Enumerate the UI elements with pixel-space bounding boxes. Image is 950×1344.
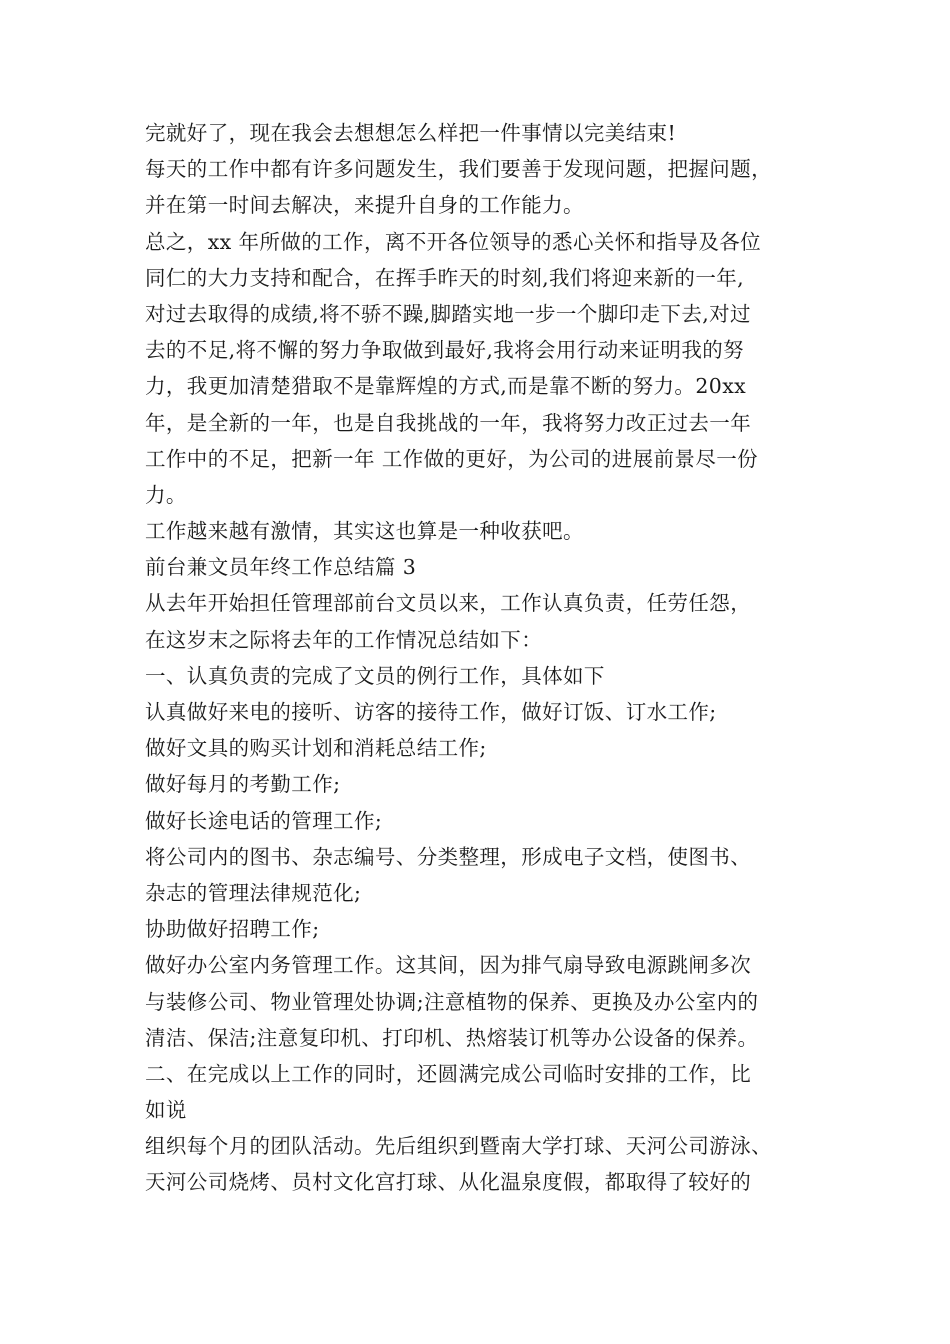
text-line: 组织每个月的团队活动。先后组织到暨南大学打球、天河公司游泳、: [145, 1134, 772, 1159]
text-line: 力，我更加清楚猎取不是靠辉煌的方式,而是靠不断的努力。20xx: [145, 374, 747, 399]
text-line: 完就好了，现在我会去想想怎么样把一件事情以完美结束!: [145, 121, 677, 145]
text-line: 天河公司烧烤、员村文化宫打球、从化温泉度假，都取得了较好的: [145, 1170, 752, 1195]
text-line: 工作中的不足，把新一年 工作做的更好，为公司的进展前景尽一份: [145, 446, 759, 471]
text-line: 做好每月的考勤工作;: [145, 772, 341, 797]
text-line: 将公司内的图书、杂志编号、分类整理，形成电子文档，使图书、: [145, 844, 752, 869]
text-line: 协助做好招聘工作;: [145, 917, 320, 942]
text-line: 对过去取得的成绩,将不骄不躁,脚踏实地一步一个脚印走下去,对过: [145, 301, 751, 326]
text-line: 总之，xx 年所做的工作，离不开各位领导的悉心关怀和指导及各位: [145, 229, 762, 254]
text-line: 从去年开始担任管理部前台文员以来，工作认真负责，任劳任怨，: [145, 591, 752, 616]
text-line: 二、在完成以上工作的同时，还圆满完成公司临时安排的工作，比: [145, 1061, 752, 1086]
text-line: 认真做好来电的接听、访客的接待工作，做好订饭、订水工作;: [145, 700, 717, 724]
text-line: 工作越来越有激情，其实这也算是一种收获吧。: [145, 519, 584, 544]
text-line: 做好文具的购买计划和消耗总结工作;: [145, 736, 487, 761]
text-line: 如说: [145, 1098, 187, 1123]
text-line: 同仁的大力支持和配合，在挥手昨天的时刻,我们将迎来新的一年,: [145, 265, 745, 290]
text-line: 杂志的管理法律规范化;: [145, 880, 362, 905]
text-line: 做好长途电话的管理工作;: [145, 808, 383, 833]
document-body: [145, 115, 815, 1201]
text-line: 前台兼文员年终工作总结篇 3: [145, 555, 417, 580]
text-line: 并在第一时间去解决，来提升自身的工作能力。: [145, 193, 584, 218]
text-line: 一、认真负责的完成了文员的例行工作，具体如下: [145, 663, 605, 688]
text-line: 做好办公室内务管理工作。这其间，因为排气扇导致电源跳闸多次: [145, 953, 752, 978]
text-line: 年，是全新的一年，也是自我挑战的一年，我将努力改正过去一年: [145, 410, 752, 435]
text-line: 每天的工作中都有许多问题发生，我们要善于发现问题，把握问题，: [145, 157, 772, 182]
text-line: 清洁、保洁;注意复印机、打印机、热熔装订机等办公设备的保养。: [145, 1025, 759, 1050]
text-line: 去的不足,将不懈的努力争取做到最好,我将会用行动来证明我的努: [145, 338, 745, 363]
text-line: 力。: [145, 482, 187, 507]
text-line: 与装修公司、物业管理处协调;注意植物的保养、更换及办公室内的: [145, 989, 759, 1014]
text-line: 在这岁末之际将去年的工作情况总结如下：: [145, 627, 543, 652]
